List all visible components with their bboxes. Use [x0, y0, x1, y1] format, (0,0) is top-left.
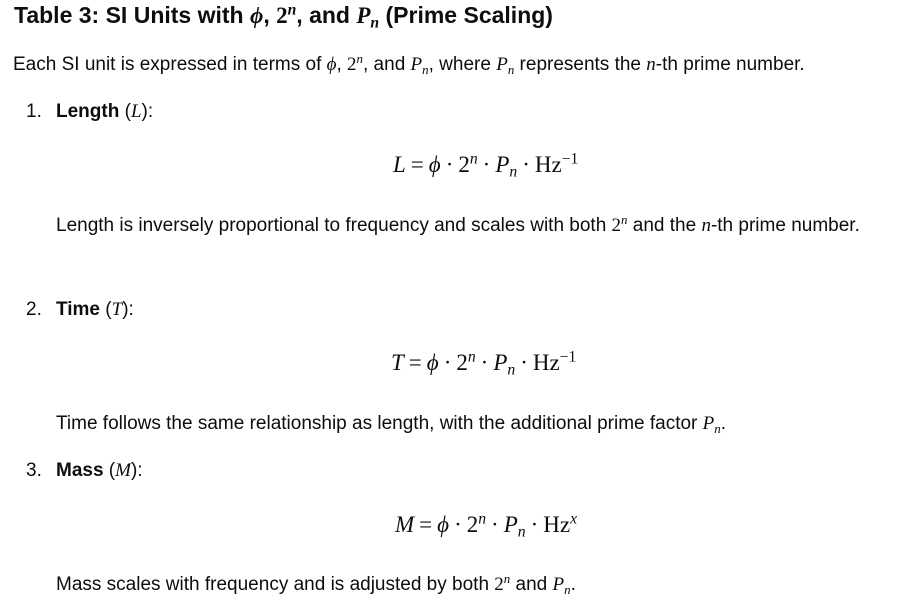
- eq-equals: =: [419, 512, 433, 537]
- eq-lhs: T: [391, 350, 404, 375]
- prime-symbol: P: [356, 3, 371, 28]
- prime-symbol: P: [702, 413, 715, 434]
- n-exponent: n: [503, 570, 511, 586]
- desc-text: .: [720, 413, 727, 434]
- unit-hz: Hz: [534, 152, 562, 177]
- two-base: 2: [458, 152, 470, 177]
- phi-symbol: ϕ: [428, 152, 441, 177]
- title-text: , and: [296, 2, 357, 28]
- two-base: 2: [347, 54, 357, 75]
- n-subscript: n: [509, 163, 518, 181]
- list-item-length: 1. Length (L):: [26, 98, 153, 126]
- two-base: 2: [456, 350, 468, 375]
- eq-dot: ·: [530, 512, 539, 537]
- eq-dot: ·: [480, 350, 489, 375]
- intro-text: ,: [336, 54, 348, 75]
- list-item-mass: 3. Mass (M):: [26, 457, 143, 485]
- eq-dot: ·: [520, 350, 528, 375]
- n-subscript: n: [517, 523, 526, 541]
- n-variable: n: [646, 54, 656, 75]
- list-item-time: 2. Time (T):: [26, 296, 134, 324]
- n-subscript: n: [422, 61, 429, 77]
- prime-symbol: P: [493, 350, 508, 375]
- two-base: 2: [611, 215, 622, 236]
- n-exponent: n: [469, 150, 478, 168]
- eq-lhs: L: [393, 152, 406, 177]
- two-base: 2: [494, 574, 504, 595]
- two-base: 2: [466, 512, 479, 537]
- phi-symbol: ϕ: [437, 512, 450, 537]
- list-number: 1.: [26, 101, 42, 122]
- intro-text: , where: [428, 54, 497, 75]
- desc-text: Time follows the same relationship as length, with the additional prime factor: [56, 413, 703, 434]
- phi-symbol: ϕ: [326, 54, 337, 75]
- eq-dot: ·: [445, 152, 454, 177]
- n-subscript: n: [507, 361, 516, 379]
- unit-hz: Hz: [543, 512, 571, 537]
- item-symbol: T: [111, 299, 123, 320]
- description-length: [56, 207, 906, 244]
- n-exponent: n: [467, 348, 476, 366]
- prime-symbol: P: [496, 54, 508, 75]
- n-variable: n: [701, 215, 711, 236]
- item-label: Time: [56, 299, 101, 320]
- item-label: Mass: [56, 460, 104, 481]
- eq-lhs: M: [395, 512, 415, 537]
- n-subscript: n: [370, 14, 380, 32]
- item-symbol: M: [115, 460, 131, 481]
- eq-equals: =: [408, 350, 422, 375]
- desc-text: Length is inversely proportional to frequency and scales with both: [56, 215, 612, 236]
- eq-dot: ·: [522, 152, 530, 177]
- description-time: [56, 405, 916, 442]
- item-symbol: L: [130, 101, 142, 122]
- desc-text: and: [510, 574, 553, 595]
- unit-exponent: −1: [559, 348, 577, 366]
- list-number: 2.: [26, 299, 42, 320]
- eq-dot: ·: [443, 350, 452, 375]
- prime-symbol: P: [410, 54, 423, 75]
- n-subscript: n: [564, 581, 571, 597]
- unit-exponent: −1: [561, 150, 579, 168]
- page-title: [14, 0, 553, 31]
- intro-text: , and: [363, 54, 411, 75]
- item-label: Length: [56, 101, 120, 122]
- desc-text: Mass scales with frequency and is adjusted by both: [56, 574, 495, 595]
- desc-text: -th prime number.: [710, 215, 860, 236]
- equation-length: [393, 150, 578, 180]
- equation-time: [391, 348, 576, 378]
- unit-hz: Hz: [532, 350, 560, 375]
- n-exponent: n: [621, 211, 628, 227]
- intro-paragraph: [13, 51, 805, 79]
- intro-text: Each SI unit is expressed in terms of: [13, 54, 327, 75]
- eq-dot: ·: [491, 512, 499, 537]
- desc-text: .: [570, 574, 576, 595]
- intro-text: -th prime number.: [655, 54, 805, 75]
- prime-symbol: P: [495, 152, 510, 177]
- title-text: Table 3: SI Units with: [14, 2, 250, 28]
- eq-equals: =: [410, 152, 424, 177]
- phi-symbol: ϕ: [250, 3, 264, 28]
- title-text: (Prime Scaling): [379, 2, 553, 28]
- eq-dot: ·: [454, 512, 462, 537]
- prime-symbol: P: [552, 574, 565, 595]
- n-exponent: n: [356, 50, 363, 66]
- equation-mass: [395, 510, 577, 540]
- desc-text: and the: [627, 215, 702, 236]
- n-subscript: n: [507, 61, 515, 77]
- description-mass: [56, 566, 916, 603]
- phi-symbol: ϕ: [426, 350, 439, 375]
- n-exponent: n: [478, 510, 487, 528]
- title-text: ,: [263, 2, 277, 28]
- unit-exponent: x: [570, 510, 578, 528]
- eq-dot: ·: [482, 152, 491, 177]
- n-subscript: n: [714, 420, 721, 436]
- prime-symbol: P: [503, 512, 518, 537]
- list-number: 3.: [26, 460, 42, 481]
- n-exponent: n: [287, 1, 297, 19]
- intro-text: represents the: [514, 54, 647, 75]
- two-base: 2: [276, 3, 288, 28]
